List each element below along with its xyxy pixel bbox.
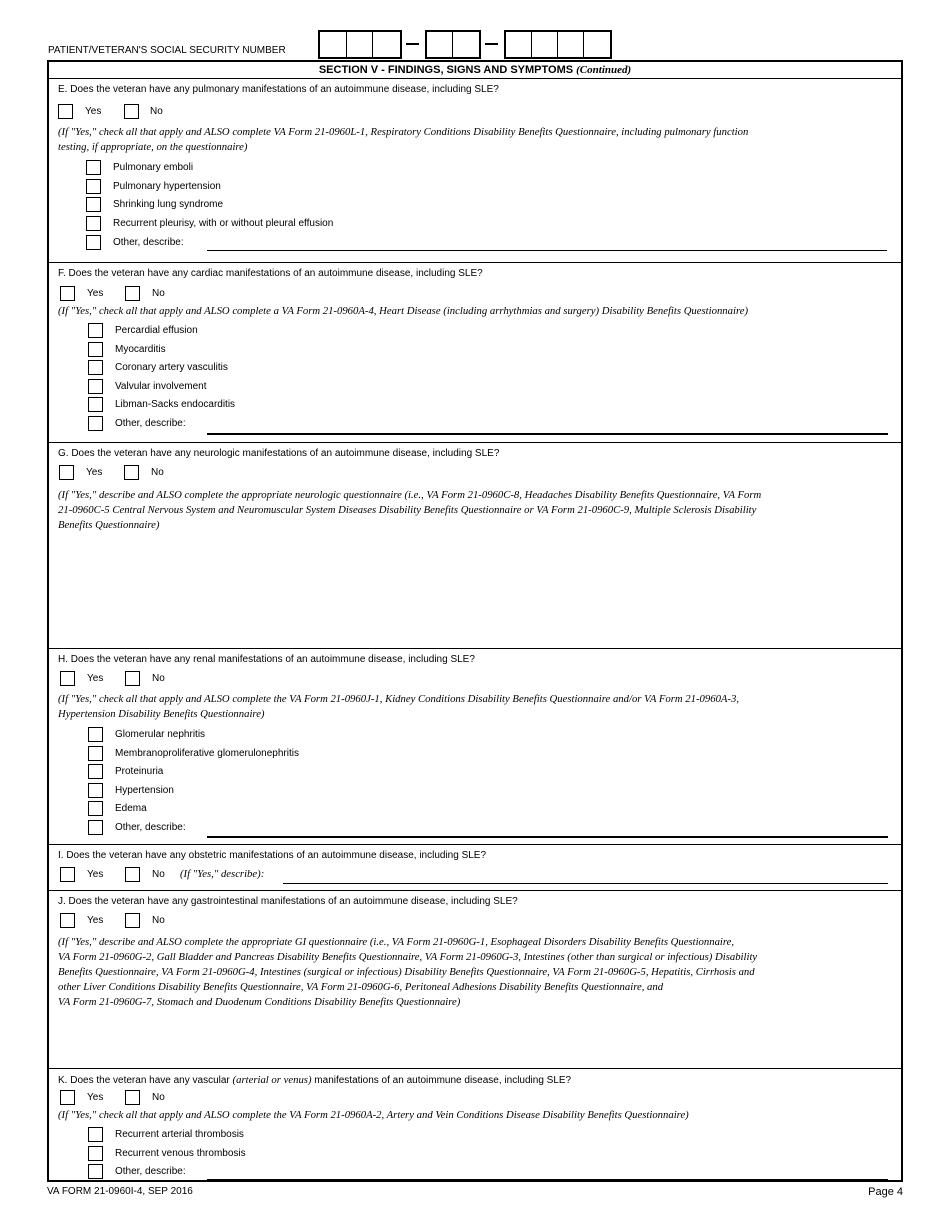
q-i-describe-line[interactable] [283,883,888,884]
ssn-digit[interactable] [373,32,400,57]
q-j-yes-checkbox[interactable] [60,913,75,928]
q-h-option-checkbox[interactable] [88,801,103,816]
question-k [58,1074,571,1086]
q-f-option-label: Percardial effusion [115,325,198,336]
q-j-instruction-line-4: other Liver Conditions Disability Benefits Questionnaire, VA Form 21-0960G-6, Peritoneal Adhesions Disability Benefits Questionnaire, and [58,981,664,993]
question-e: E. Does the veteran have any pulmonary manifestations of an autoimmune disease, including SLE? [58,84,499,95]
q-k-option-checkbox[interactable] [88,1127,103,1142]
q-h-yes-checkbox[interactable] [60,671,75,686]
q-f-instruction-line-1: (If "Yes," check all that apply and ALSO complete a VA Form 21-0960A-4, Heart Disease (including arrhythmias and surgery) Disability Benefits Questionnaire) [58,305,749,317]
q-h-option-label: Other, describe: [115,822,186,833]
q-g-no-label: No [151,467,164,478]
q-h-other-line[interactable] [207,836,888,838]
q-e-option-label: Pulmonary emboli [113,162,194,173]
q-f-option-checkbox[interactable] [88,360,103,375]
q-i-no-checkbox[interactable] [125,867,140,882]
ssn-digit[interactable] [558,32,584,57]
question-g: G. Does the veteran have any neurologic manifestations of an autoimmune disease, including SLE? [58,448,500,459]
q-e-yes-checkbox[interactable] [58,104,73,119]
q-h-option-label: Hypertension [115,785,174,796]
q-k-no-label: No [152,1092,165,1103]
q-f-option-label: Valvular involvement [115,381,207,392]
q-f-option-checkbox[interactable] [88,342,103,357]
q-k-yes-checkbox[interactable] [60,1090,75,1105]
ssn-digit[interactable] [453,32,479,57]
q-e-other-line[interactable] [207,250,887,251]
q-h-option-checkbox[interactable] [88,764,103,779]
q-f-option-label: Libman-Sacks endocarditis [115,399,236,410]
q-e-option-checkbox[interactable] [86,179,101,194]
q-e-option-label: Pulmonary hypertension [113,181,221,192]
q-k-option-label: Other, describe: [115,1166,186,1177]
section-continued: (Continued) [576,64,632,76]
q-e-instruction-line-2: testing, if appropriate, on the questionnaire) [58,141,248,153]
q-e-option-checkbox[interactable] [86,216,101,231]
q-i-yes-checkbox[interactable] [60,867,75,882]
q-g-instruction-line-2: 21-0960C-5 Central Nervous System and Neuromuscular System Diseases Disability Benefits Questionnaire or VA Form 21-0960C-9, Multiple Sclerosis Disability [58,504,757,516]
ssn-label: PATIENT/VETERAN'S SOCIAL SECURITY NUMBER [48,45,286,56]
q-e-option-checkbox[interactable] [86,235,101,250]
q-i-yes-label: Yes [87,869,104,880]
q-h-option-checkbox[interactable] [88,783,103,798]
q-h-option-checkbox[interactable] [88,820,103,835]
q-h-yes-label: Yes [87,673,104,684]
section-header [49,62,901,79]
q-e-option-checkbox[interactable] [86,160,101,175]
divider [49,844,901,845]
form-id: VA FORM 21-0960I-4, SEP 2016 [47,1186,193,1197]
q-k-no-checkbox[interactable] [125,1090,140,1105]
q-e-option-label: Other, describe: [113,237,184,248]
q-f-option-label: Myocarditis [115,344,166,355]
q-k-option-label: Recurrent arterial thrombosis [115,1129,244,1140]
q-f-option-label: Other, describe: [115,418,186,429]
ssn-row [47,30,907,60]
q-f-option-checkbox[interactable] [88,397,103,412]
ssn-part-3[interactable] [504,30,612,59]
divider [49,890,901,891]
q-h-no-checkbox[interactable] [125,671,140,686]
q-e-option-label: Shrinking lung syndrome [113,199,224,210]
form-frame [47,60,903,1182]
q-h-instruction-line-1: (If "Yes," check all that apply and ALSO complete the VA Form 21-0960J-1, Kidney Conditions Disability Benefits Questionnaire and/or VA Form 21-0960A-3, [58,693,740,705]
q-i-no-label: No [152,869,165,880]
q-e-no-label: No [150,106,163,117]
q-g-yes-checkbox[interactable] [59,465,74,480]
divider [49,1068,901,1069]
ssn-dash [406,43,419,45]
divider [49,648,901,649]
question-k-italic: (arterial or venus) [232,1074,312,1086]
q-g-yes-label: Yes [86,467,103,478]
q-e-option-checkbox[interactable] [86,197,101,212]
ssn-digit[interactable] [506,32,532,57]
question-j: J. Does the veteran have any gastrointestinal manifestations of an autoimmune disease, including SLE? [58,896,518,907]
q-e-yes-label: Yes [85,106,102,117]
q-k-instruction-line-1: (If "Yes," check all that apply and ALSO complete the VA Form 21-0960A-2, Artery and Vein Conditions Disease Disability Benefits Questionnaire) [58,1109,689,1121]
divider [49,262,901,263]
q-f-option-label: Coronary artery vasculitis [115,362,228,373]
q-e-option-label: Recurrent pleurisy, with or without pleural effusion [113,218,334,229]
question-i: I. Does the veteran have any obstetric manifestations of an autoimmune disease, including SLE? [58,850,487,861]
ssn-part-1[interactable] [318,30,402,59]
question-f: F. Does the veteran have any cardiac manifestations of an autoimmune disease, including SLE? [58,268,483,279]
q-k-option-checkbox[interactable] [88,1146,103,1161]
q-j-instruction-line-3: Benefits Questionnaire, VA Form 21-0960G-4, Intestines (surgical or infectious) Disability Benefits Questionnaire, VA Form 21-0960G-5, Hepatitis, Cirrhosis and [58,966,755,978]
q-g-instruction-line-1: (If "Yes," describe and ALSO complete the appropriate neurologic questionnaire (i.e., VA Form 21-0960C-8, Headaches Disability Benefits Questionnaire, VA Form [58,489,762,501]
q-g-instruction-line-3: Benefits Questionnaire) [58,519,160,531]
q-f-other-line[interactable] [207,433,888,435]
ssn-digit[interactable] [584,32,610,57]
q-j-instruction-line-5: VA Form 21-0960G-7, Stomach and Duodenum Conditions Disability Benefits Questionnaire) [58,996,461,1008]
q-f-option-checkbox[interactable] [88,416,103,431]
q-f-yes-label: Yes [87,288,104,299]
q-f-no-label: No [152,288,165,299]
ssn-digit[interactable] [347,32,374,57]
q-f-yes-checkbox[interactable] [60,286,75,301]
ssn-digit[interactable] [320,32,347,57]
q-h-option-label: Proteinuria [115,766,164,777]
question-h: H. Does the veteran have any renal manifestations of an autoimmune disease, including SLE? [58,654,475,665]
q-k-option-label: Recurrent venous thrombosis [115,1148,246,1159]
ssn-part-2[interactable] [425,30,481,59]
q-e-instruction-line-1: (If "Yes," check all that apply and ALSO complete VA Form 21-0960L-1, Respiratory Conditions Disability Benefits Questionnaire, including pulmonary function [58,126,749,138]
q-h-option-label: Edema [115,803,147,814]
ssn-digit[interactable] [532,32,558,57]
q-k-other-line[interactable] [207,1179,888,1180]
q-f-no-checkbox[interactable] [125,286,140,301]
ssn-digit[interactable] [427,32,453,57]
q-h-instruction-line-2: Hypertension Disability Benefits Questionnaire) [58,708,265,720]
q-j-no-checkbox[interactable] [125,913,140,928]
q-k-yes-label: Yes [87,1092,104,1103]
q-g-no-checkbox[interactable] [124,465,139,480]
q-h-option-label: Glomerular nephritis [115,729,206,740]
q-j-yes-label: Yes [87,915,104,926]
q-f-option-checkbox[interactable] [88,379,103,394]
q-f-option-checkbox[interactable] [88,323,103,338]
q-j-instruction-line-2: VA Form 21-0960G-2, Gall Bladder and Pancreas Disability Benefits Questionnaire, VA Form 21-0960G-3, Intestines (other than surgical or infectious) Disability [58,951,758,963]
ssn-dash [485,43,498,45]
q-e-no-checkbox[interactable] [124,104,139,119]
page-number: Page 4 [868,1186,903,1198]
section-title: SECTION V - FINDINGS, SIGNS AND SYMPTOMS [318,64,574,76]
q-j-instruction-line-1: (If "Yes," describe and ALSO complete the appropriate GI questionnaire (i.e., VA Form 21-0960G-1, Esophageal Disorders Disability Benefits Questionnaire, [58,936,735,948]
q-h-no-label: No [152,673,165,684]
q-h-option-checkbox[interactable] [88,727,103,742]
q-k-option-checkbox[interactable] [88,1164,103,1179]
q-h-option-checkbox[interactable] [88,746,103,761]
q-i-describe-label: (If "Yes," describe): [180,868,265,880]
q-h-option-label: Membranoproliferative glomerulonephritis [115,748,299,759]
q-j-no-label: No [152,915,165,926]
divider [49,442,901,443]
question-k-pre: K. Does the veteran have any vascular [58,1075,230,1086]
question-k-post: manifestations of an autoimmune disease, including SLE? [314,1075,572,1086]
